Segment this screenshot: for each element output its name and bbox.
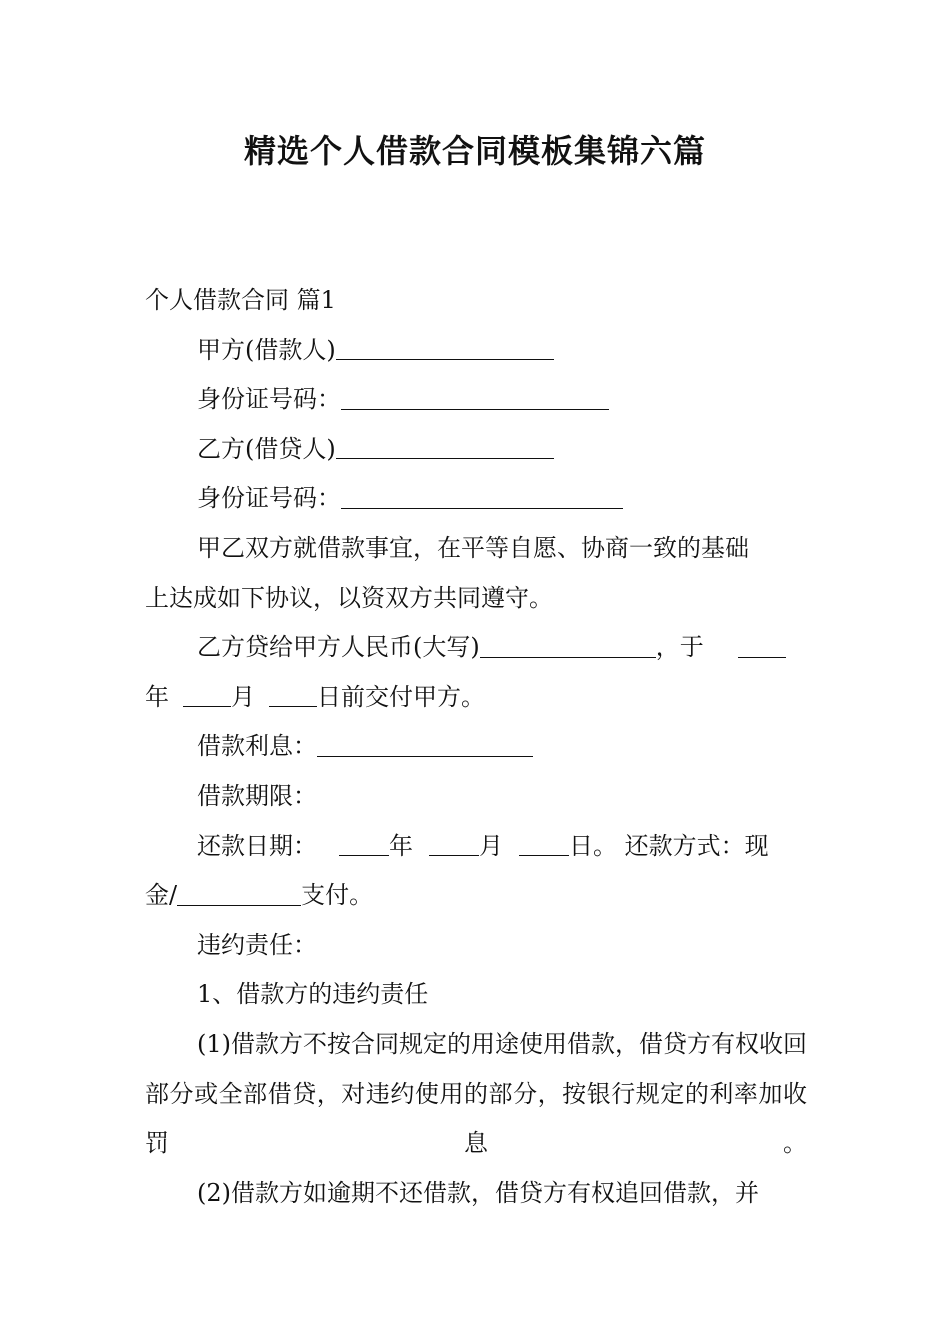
clause-1-heading: 1、借款方的违约责任	[197, 980, 429, 1009]
repay-date-label: 还款日期：	[197, 831, 317, 860]
repay-year-blank	[339, 831, 389, 856]
party-b-line	[145, 425, 807, 475]
section-heading: 个人借款合同 篇1	[145, 286, 336, 314]
document-body	[145, 276, 807, 1218]
id-a-label: 身份证号码：	[197, 385, 341, 414]
repay-method-blank	[177, 881, 301, 906]
party-a-label: 甲方(借款人)	[197, 335, 336, 364]
party-a-line	[145, 326, 807, 376]
repay-year-label: 年	[389, 831, 413, 860]
repay-line-1	[145, 822, 807, 872]
agreement-line-2: 上达成如下协议，以资双方共同遵守。	[145, 583, 553, 612]
repay-method-label: 日。 还款方式：现	[569, 831, 769, 860]
repay-line-2	[145, 871, 807, 921]
agreement-line-1: 甲乙双方就借款事宜，在平等自愿、协商一致的基础	[197, 533, 749, 562]
clause-1-1: (1)借款方不按合同规定的用途使用借款，借贷方有权收回部分或全部借贷，对违约使用的部分，按银行规定的利率加收罚息。	[145, 1029, 807, 1158]
term-line: 借款期限：	[197, 781, 317, 810]
loan-date-label: ，于	[655, 633, 704, 662]
id-a-line	[145, 375, 807, 425]
loan-amount-label: 乙方贷给甲方人民币(大写)	[197, 633, 480, 662]
repay-day-blank	[519, 831, 569, 856]
loan-month-label: 月	[231, 682, 255, 711]
repay-pay-label: 支付。	[301, 881, 374, 910]
loan-deliver-label: 日前交付甲方。	[317, 682, 485, 711]
breach-heading: 违约责任：	[197, 930, 317, 959]
loan-amount-blank	[480, 633, 656, 658]
party-b-label: 乙方(借贷人)	[197, 434, 336, 463]
clause-1-2: (2)借款方如逾期不还借款，借贷方有权追回借款，并	[197, 1178, 759, 1207]
party-a-blank	[336, 335, 554, 360]
repay-month-blank	[429, 831, 479, 856]
loan-line-1	[145, 623, 807, 673]
id-a-blank	[341, 385, 609, 410]
interest-label: 借款利息：	[197, 732, 317, 761]
loan-month-blank	[183, 682, 231, 707]
id-b-line	[145, 474, 807, 524]
repay-cash-label: 金/	[145, 881, 178, 910]
repay-month-label: 月	[479, 831, 503, 860]
party-b-blank	[336, 434, 554, 459]
interest-line	[145, 722, 807, 772]
id-b-label: 身份证号码：	[197, 484, 341, 513]
interest-blank	[317, 732, 533, 757]
loan-year-label: 年	[145, 682, 169, 711]
id-b-blank	[341, 484, 623, 509]
document-title: 精选个人借款合同模板集锦六篇	[243, 132, 706, 170]
loan-line-2	[145, 673, 807, 723]
loan-year-blank	[738, 633, 786, 658]
loan-day-blank	[269, 682, 317, 707]
